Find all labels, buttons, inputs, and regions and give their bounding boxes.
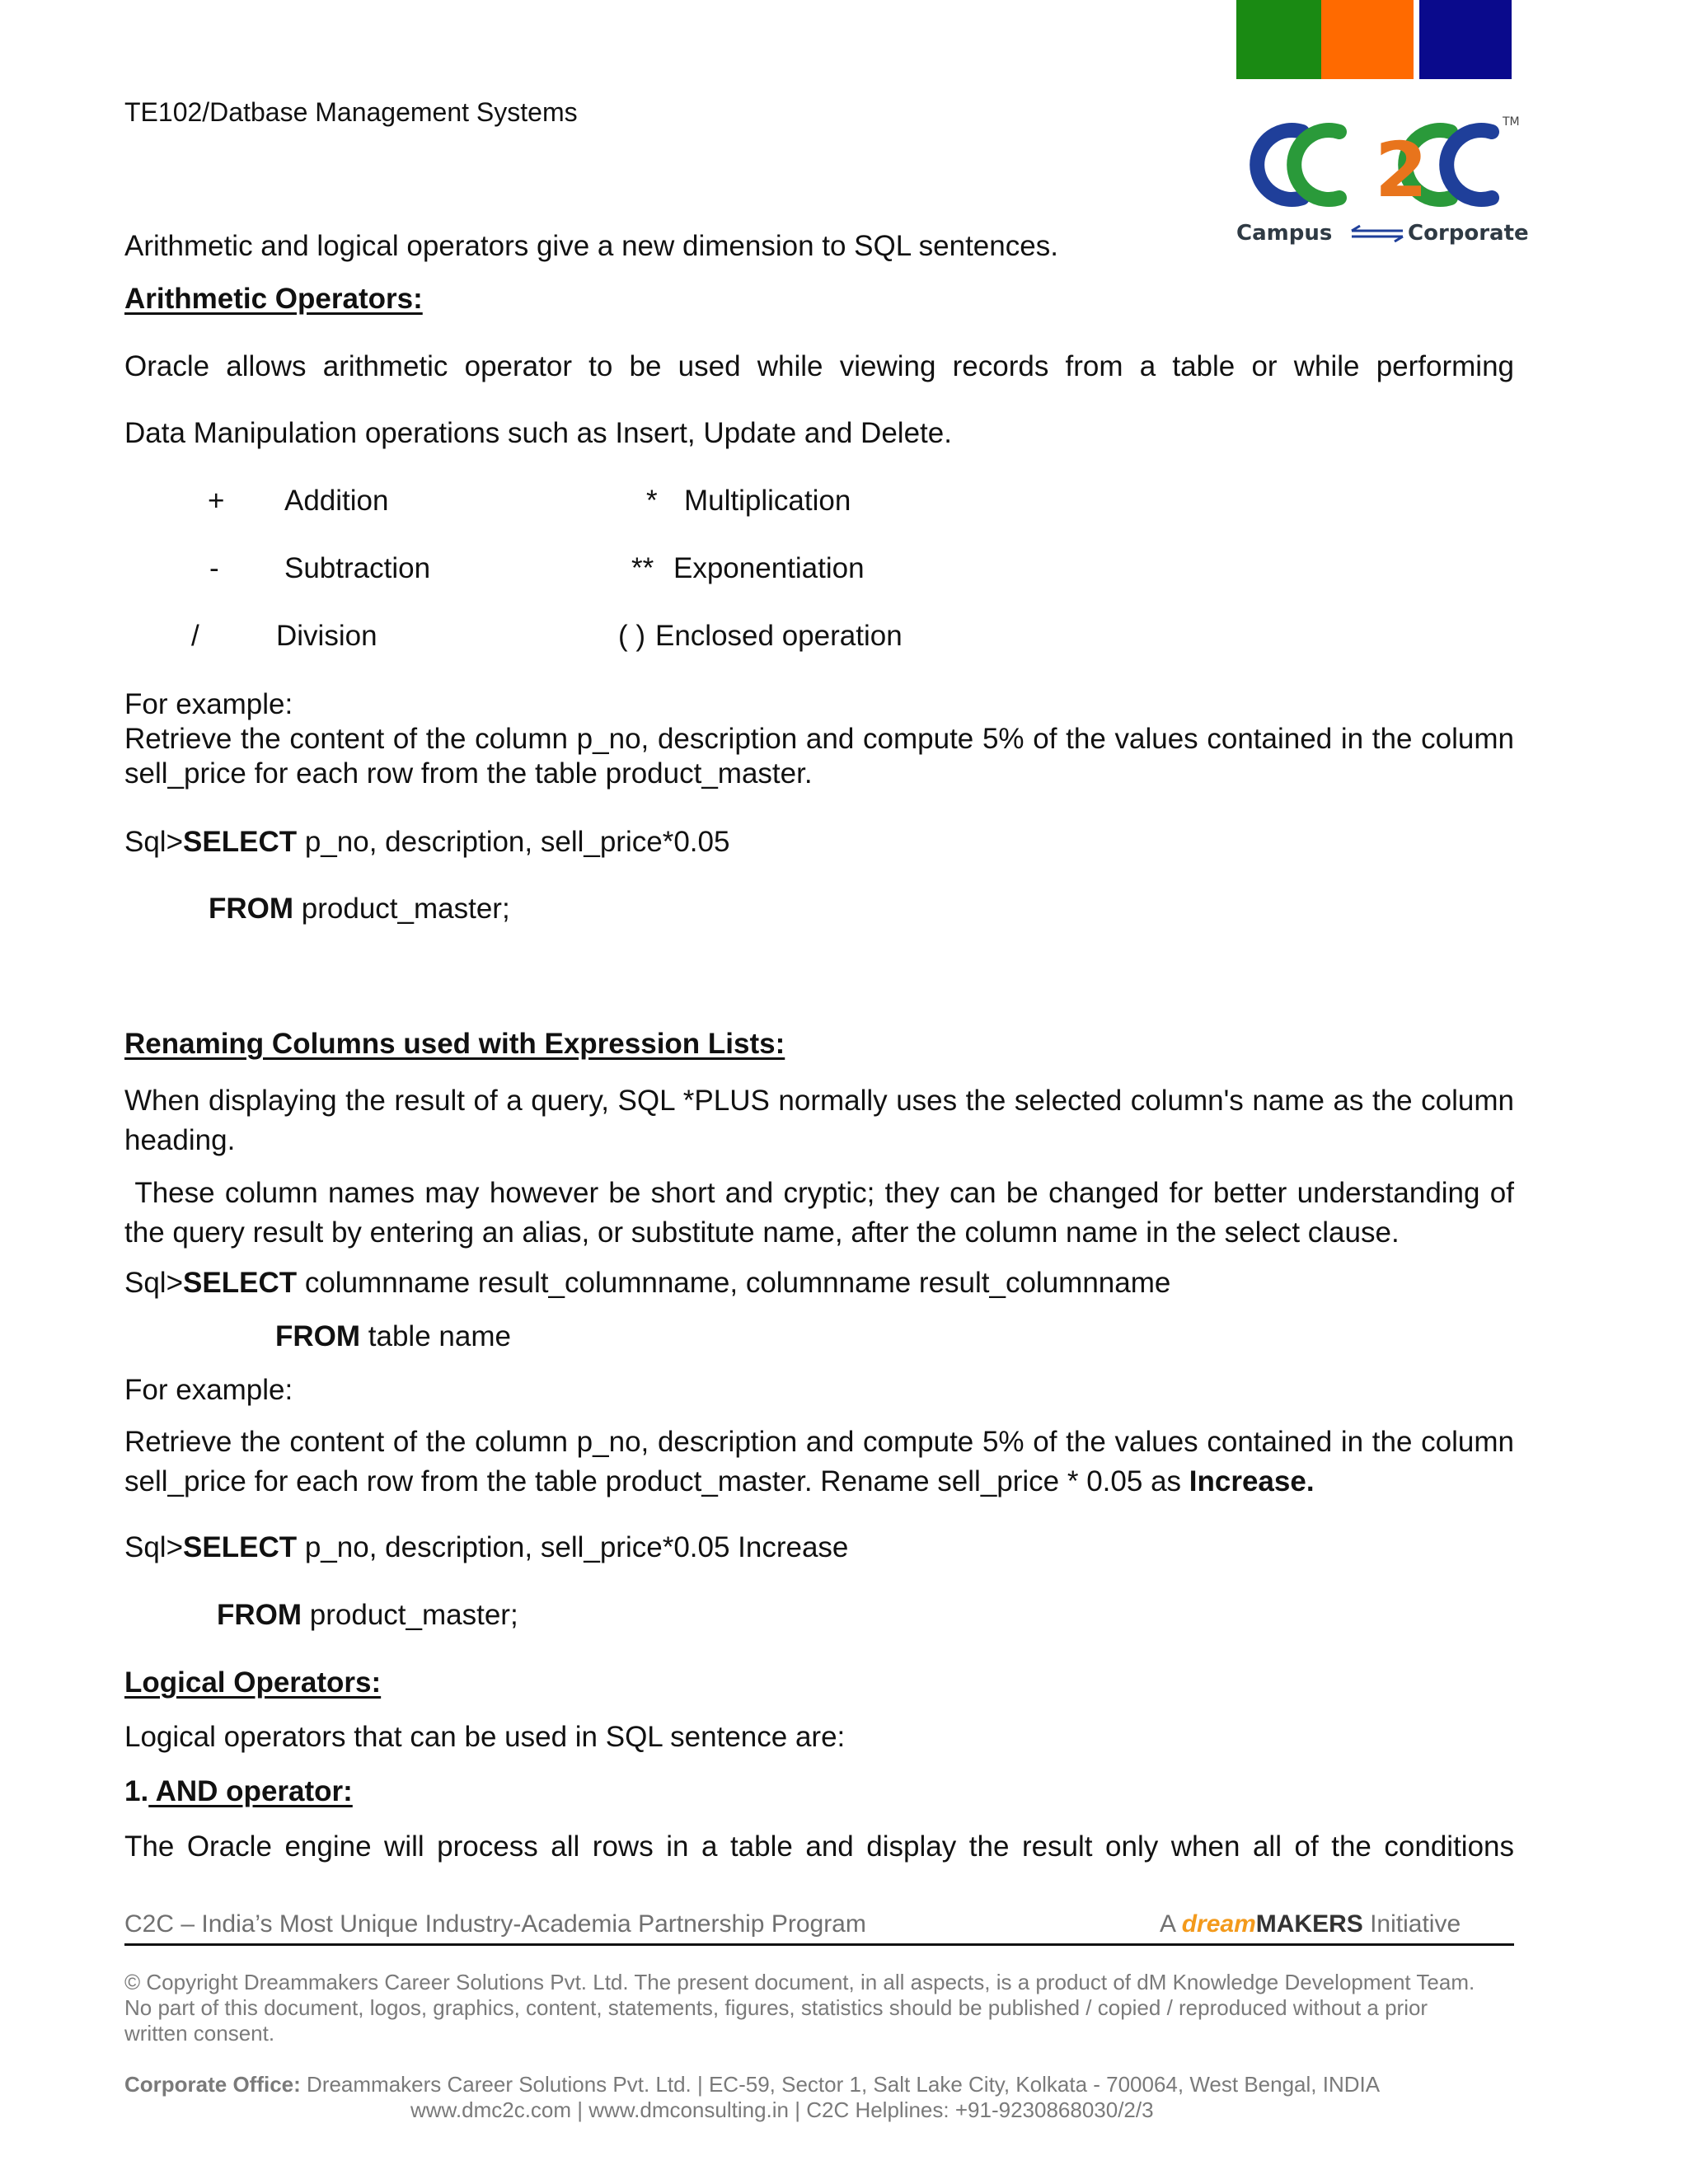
footer-program: C2C – India’s Most Unique Industry-Academia Partnership Program	[124, 1910, 866, 1938]
renaming-paragraph-2: These column names may however be short and cryptic; they can be changed for better understanding of the query result by entering an alias, or substitute name, after the column name in the select clause.	[124, 1177, 1522, 1249]
example2-text: Retrieve the content of the column p_no, description and compute 5% of the values contained in the column sell_price for each row from the table product_master. Rename sell_price * 0.05 as Increase.	[124, 1426, 1514, 1497]
operator-symbol: -	[209, 552, 219, 584]
arithmetic-heading: Arithmetic Operators:	[124, 283, 423, 315]
operator-name: Subtraction	[284, 552, 431, 584]
sql1-from-clause: FROM product_master;	[209, 893, 510, 925]
footer-corporate-office: Corporate Office: Dreammakers Career Solutions Pvt. Ltd. | EC-59, Sector 1, Salt Lake City, Kolkata - 700064, West Bengal, INDIA	[124, 2072, 1381, 2097]
operator-symbol: +	[208, 485, 225, 517]
brand-square-orange	[1321, 0, 1414, 79]
operator-name: Addition	[284, 485, 389, 517]
operator-symbol: **	[631, 552, 654, 584]
operator-name: Exponentiation	[673, 552, 865, 584]
logo-campus-label: Campus	[1236, 221, 1333, 246]
operator-name: Enclosed operation	[655, 620, 903, 652]
and-operator-text: The Oracle engine will process all rows in a table and display the result only when all of the conditions	[124, 1830, 1514, 1863]
example2-label: For example:	[124, 1374, 293, 1406]
operator-symbol: *	[646, 485, 658, 517]
operator-symbol: /	[191, 620, 199, 652]
footer-copyright: © Copyright Dreammakers Career Solutions Pvt. Ltd. The present document, in all aspects, is a product of dM Knowledge Development Team. No part of this document, logos, graphics, content, statements, figures, statistics should be published / copied / reproduced without a prior written consent.	[124, 1970, 1475, 2046]
intro-text: Arithmetic and logical operators give a new dimension to SQL sentences.	[124, 230, 1058, 262]
svg-text:2: 2	[1375, 126, 1428, 214]
brand-square-green	[1236, 0, 1329, 79]
footer-rule	[124, 1943, 1514, 1946]
renaming-paragraph-1: When displaying the result of a query, SQL *PLUS normally uses the selected column's name as the column heading.	[124, 1085, 1514, 1156]
renaming-heading: Renaming Columns used with Expression Lists:	[124, 1028, 785, 1060]
sql1-statement: Sql>SELECT p_no, description, sell_price*0.05	[124, 826, 730, 858]
brand-square-blue	[1419, 0, 1512, 79]
operator-name: Division	[276, 620, 377, 652]
c2c-logo-graphic	[1245, 115, 1525, 214]
arithmetic-desc-line2: Data Manipulation operations such as Insert, Update and Delete.	[124, 417, 952, 449]
and-operator-heading: 1. AND operator:	[124, 1775, 353, 1807]
course-title: TE102/Datbase Management Systems	[124, 97, 578, 127]
trademark-label: TM	[1503, 115, 1520, 129]
operator-name: Multiplication	[684, 485, 851, 517]
sql3-from-clause: FROM product_master;	[217, 1599, 518, 1631]
sql3-statement: Sql>SELECT p_no, description, sell_price*0.05 Increase	[124, 1531, 849, 1563]
logical-intro: Logical operators that can be used in SQL sentence are:	[124, 1721, 846, 1753]
example1-label: For example:	[124, 688, 293, 720]
footer-web-links: www.dmc2c.com | www.dmconsulting.in | C2C Helplines: +91-9230868030/2/3	[410, 2097, 1154, 2122]
logical-heading: Logical Operators:	[124, 1666, 382, 1699]
sql2-from-clause: FROM table name	[275, 1320, 511, 1352]
operator-symbol: ( )	[618, 620, 646, 652]
arithmetic-desc-line1: Oracle allows arithmetic operator to be used while viewing records from a table or while performing	[124, 350, 1514, 382]
two-way-arrow-icon	[1350, 224, 1404, 242]
footer-initiative: A dreamMAKERS Initiative	[1160, 1910, 1461, 1938]
logo-corporate-label: Corporate	[1408, 221, 1529, 246]
sql2-statement: Sql>SELECT columnname result_columnname, columnname result_columnname	[124, 1267, 1171, 1299]
example1-text: Retrieve the content of the column p_no, description and compute 5% of the values contained in the column sell_price for each row from the table product_master.	[124, 723, 1514, 790]
